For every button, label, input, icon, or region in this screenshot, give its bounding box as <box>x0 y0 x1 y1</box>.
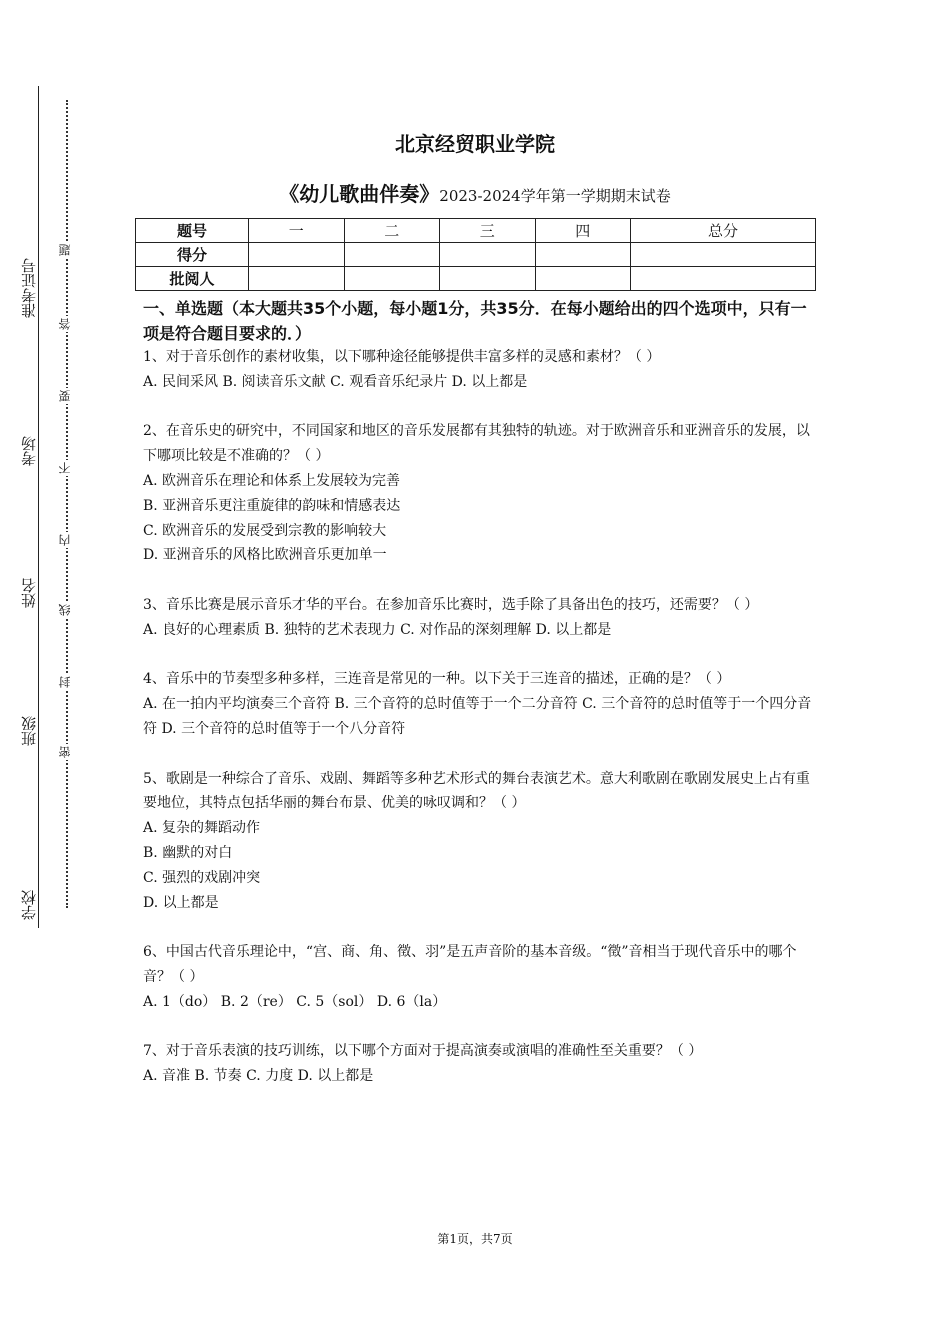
score-table-row-grader <box>136 267 816 291</box>
score-table-cell: 题号 <box>136 219 249 243</box>
exam-title <box>143 178 807 207</box>
score-table-cell: 总分 <box>631 219 816 243</box>
question-item <box>143 593 815 643</box>
seal-char: 要 <box>58 390 72 402</box>
question-option: A. 欧洲音乐在理论和体系上发展较为完善 <box>143 472 401 489</box>
grader-input-cell[interactable] <box>344 267 440 291</box>
question-item <box>143 1039 815 1089</box>
grader-input-cell[interactable] <box>631 267 816 291</box>
seal-char: 题 <box>58 244 72 256</box>
score-input-cell[interactable] <box>535 243 631 267</box>
score-input-cell[interactable] <box>344 243 440 267</box>
question-item <box>143 419 815 568</box>
binding-line <box>38 86 39 928</box>
section-title: 一、单选题（本大题共35个小题，每小题1分，共35分．在每小题给出的四个选项中，只有一项是符合题目要求的．） <box>143 299 807 343</box>
binding-label-class: 班级 <box>20 716 38 746</box>
score-table-header-row <box>136 219 816 243</box>
binding-label-exam-room: 考场 <box>20 436 38 466</box>
binding-label-name: 姓名 <box>20 578 38 608</box>
question-item <box>143 940 815 1014</box>
grader-input-cell[interactable] <box>440 267 536 291</box>
question-item <box>143 345 815 395</box>
question-options: A. 良好的心理素质 B. 独特的艺术表现力 C. 对作品的深刻理解 D. 以上都是 <box>143 621 612 638</box>
seal-char: 密 <box>58 746 72 758</box>
question-item <box>143 767 815 916</box>
page-number: 第1页，共7页 <box>437 1232 513 1246</box>
question-options: A. 民间采风 B. 阅读音乐文献 C. 观看音乐纪录片 D. 以上都是 <box>143 373 528 390</box>
grader-input-cell[interactable] <box>535 267 631 291</box>
seal-char: 不 <box>58 462 72 474</box>
seal-char: 答 <box>58 318 72 330</box>
score-table-cell: 批阅人 <box>136 267 249 291</box>
question-options: A. 在一拍内平均演奏三个音符 B. 三个音符的总时值等于一个二分音符 C. 三个音符的总时值等于一个四分音符 D. 三个音符的总时值等于一个八分音符 <box>143 696 812 737</box>
question-option: B. 亚洲音乐更注重旋律的韵味和情感表达 <box>143 497 401 514</box>
school-name: 北京经贸职业学院 <box>395 132 555 156</box>
question-stem: 4、音乐中的节奏型多种多样，三连音是常见的一种。以下关于三连音的描述，正确的是？（ ） <box>143 671 731 688</box>
question-options: A. 音准 B. 节奏 C. 力度 D. 以上都是 <box>143 1068 374 1085</box>
grader-input-cell[interactable] <box>249 267 345 291</box>
term-label: 2023-2024学年第一学期期末试卷 <box>439 187 671 205</box>
score-input-cell[interactable] <box>440 243 536 267</box>
question-option: C. 强烈的戏剧冲突 <box>143 869 261 886</box>
question-stem: 1、对于音乐创作的素材收集，以下哪种途径能够提供丰富多样的灵感和素材？（ ） <box>143 349 661 365</box>
seal-dotted-line <box>66 100 68 908</box>
score-table <box>135 218 816 291</box>
score-table-cell: 得分 <box>136 243 249 267</box>
score-input-cell[interactable] <box>249 243 345 267</box>
question-options: A. 1（do） B. 2（re） C. 5（sol） D. 6（la） <box>143 993 447 1010</box>
seal-char: 内 <box>58 534 72 546</box>
score-table-cell: 二 <box>344 219 440 243</box>
question-item <box>143 667 815 741</box>
question-option: D. 亚洲音乐的风格比欧洲音乐更加单一 <box>143 547 387 564</box>
question-stem: 2、在音乐史的研究中，不同国家和地区的音乐发展都有其独特的轨迹。对于欧洲音乐和亚洲音乐的发展，以下哪项比较是不准确的？（ ） <box>143 423 810 465</box>
question-stem: 6、中国古代音乐理论中，“宫、商、角、徵、羽”是五声音阶的基本音级。“徵”音相当于现代音乐中的哪个音？（ ） <box>143 944 797 985</box>
question-stem: 3、音乐比赛是展示音乐才华的平台。在参加音乐比赛时，选手除了具备出色的技巧，还需要？（ ） <box>143 596 759 613</box>
question-option: B. 幽默的对白 <box>143 844 233 861</box>
question-option: D. 以上都是 <box>143 894 219 911</box>
score-table-cell: 三 <box>440 219 536 243</box>
seal-char: 线 <box>58 604 72 616</box>
binding-label-exam-number: 准考证号 <box>20 258 38 318</box>
score-input-cell[interactable] <box>631 243 816 267</box>
seal-char: 封 <box>58 676 72 688</box>
question-option: C. 欧洲音乐的发展受到宗教的影响较大 <box>143 522 387 539</box>
question-stem: 5、歌剧是一种综合了音乐、戏剧、舞蹈等多种艺术形式的舞台表演艺术。意大利歌剧在歌剧发展史上占有重要地位，其特点包括华丽的舞台布景、优美的咏叹调和？（ ） <box>143 770 810 812</box>
course-name: 《幼儿歌曲伴奏》 <box>279 182 440 206</box>
binding-label-school: 学校 <box>20 890 38 920</box>
score-table-cell: 四 <box>535 219 631 243</box>
question-list <box>143 345 815 1089</box>
question-option: A. 复杂的舞蹈动作 <box>143 820 261 837</box>
score-table-cell: 一 <box>249 219 345 243</box>
question-stem: 7、对于音乐表演的技巧训练，以下哪个方面对于提高演奏或演唱的准确性至关重要？（ ） <box>143 1043 703 1060</box>
score-table-row-score <box>136 243 816 267</box>
